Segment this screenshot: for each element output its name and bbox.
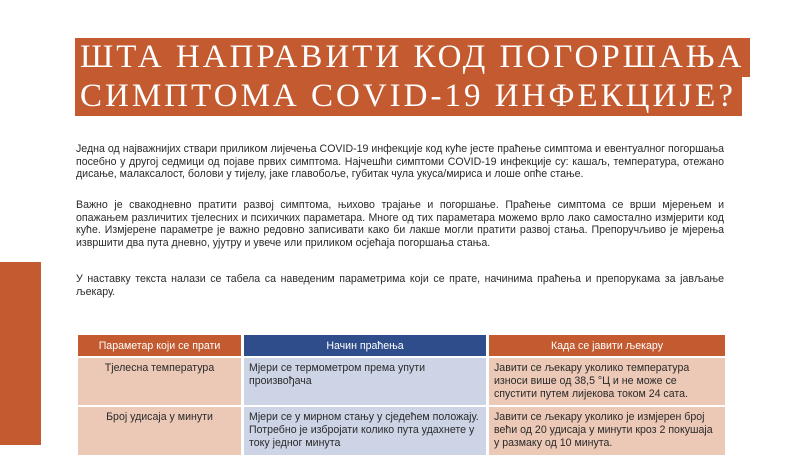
header-method: Начин праћења <box>244 335 486 356</box>
title-line-1: ШТА НАПРАВИТИ КОД ПОГОРШАЊА <box>75 38 750 77</box>
cell-when: Јавити се љекару уколико је измјерен број већи од 20 удисаја у минути кроз 2 покушаја у размаку од 10 минута. <box>489 407 725 455</box>
title-line-2: СИМПТОМА COVID-19 ИНФЕКЦИЈЕ? <box>75 77 742 116</box>
cell-method: Мјери се у мирном стању у сједећем положају. Потребно је избројати колико пута удахнете у току једног минута <box>244 407 486 455</box>
cell-parameter: Тјелесна температура <box>78 358 241 405</box>
page-title <box>75 38 750 116</box>
cell-method: Мјери се термометром према упути произвођача <box>244 358 486 405</box>
header-when: Када се јавити љекару <box>489 335 725 356</box>
monitoring-paragraph: Важно је свакодневно пратити развој симптома, њихово трајање и погоршање. Праћење симптома се врши мјерењем и опажањем различитих тјелесних и психичких параметара. Многе од тих параметара можемо врло лако самостално измјерити код куће. Измјерене параметре је важно редовно записивати како би лакше могли пратити развој стања. Препоручљиво је мјерења извршити два пута дневно, ујутру и увече или приликом осјећаја погоршања стања. <box>76 199 724 249</box>
left-accent-bar <box>0 262 41 445</box>
cell-parameter: Број удисаја у минути <box>78 407 241 455</box>
table-intro-paragraph: У наставку текста налази се табела са наведеним параметрима који се прате, начинима праћења и препорукама за јављање љекару. <box>76 273 724 298</box>
table-row <box>78 358 725 405</box>
table-header-row <box>78 335 725 356</box>
parameters-table <box>75 333 728 457</box>
header-parameter: Параметар који се прати <box>78 335 241 356</box>
intro-paragraph: Једна од најважнијих ствари приликом лијечења COVID-19 инфекције код куће јесте праћење симптома и евентуалног погоршања посебно у другој седмици од појаве првих симптома. Најчешћи симптоми COVID-19 инфекције су: кашаљ, температура, отежано дисање, малаксалост, болови у тијелу, јаке главобоље, губитак чула укуса/мириса и лоше опће стање. <box>76 143 724 181</box>
table-row <box>78 407 725 455</box>
cell-when: Јавити се љекару уколико температура износи више од 38,5 °Ц и не може се спустити путем лијекова током 24 сата. <box>489 358 725 405</box>
